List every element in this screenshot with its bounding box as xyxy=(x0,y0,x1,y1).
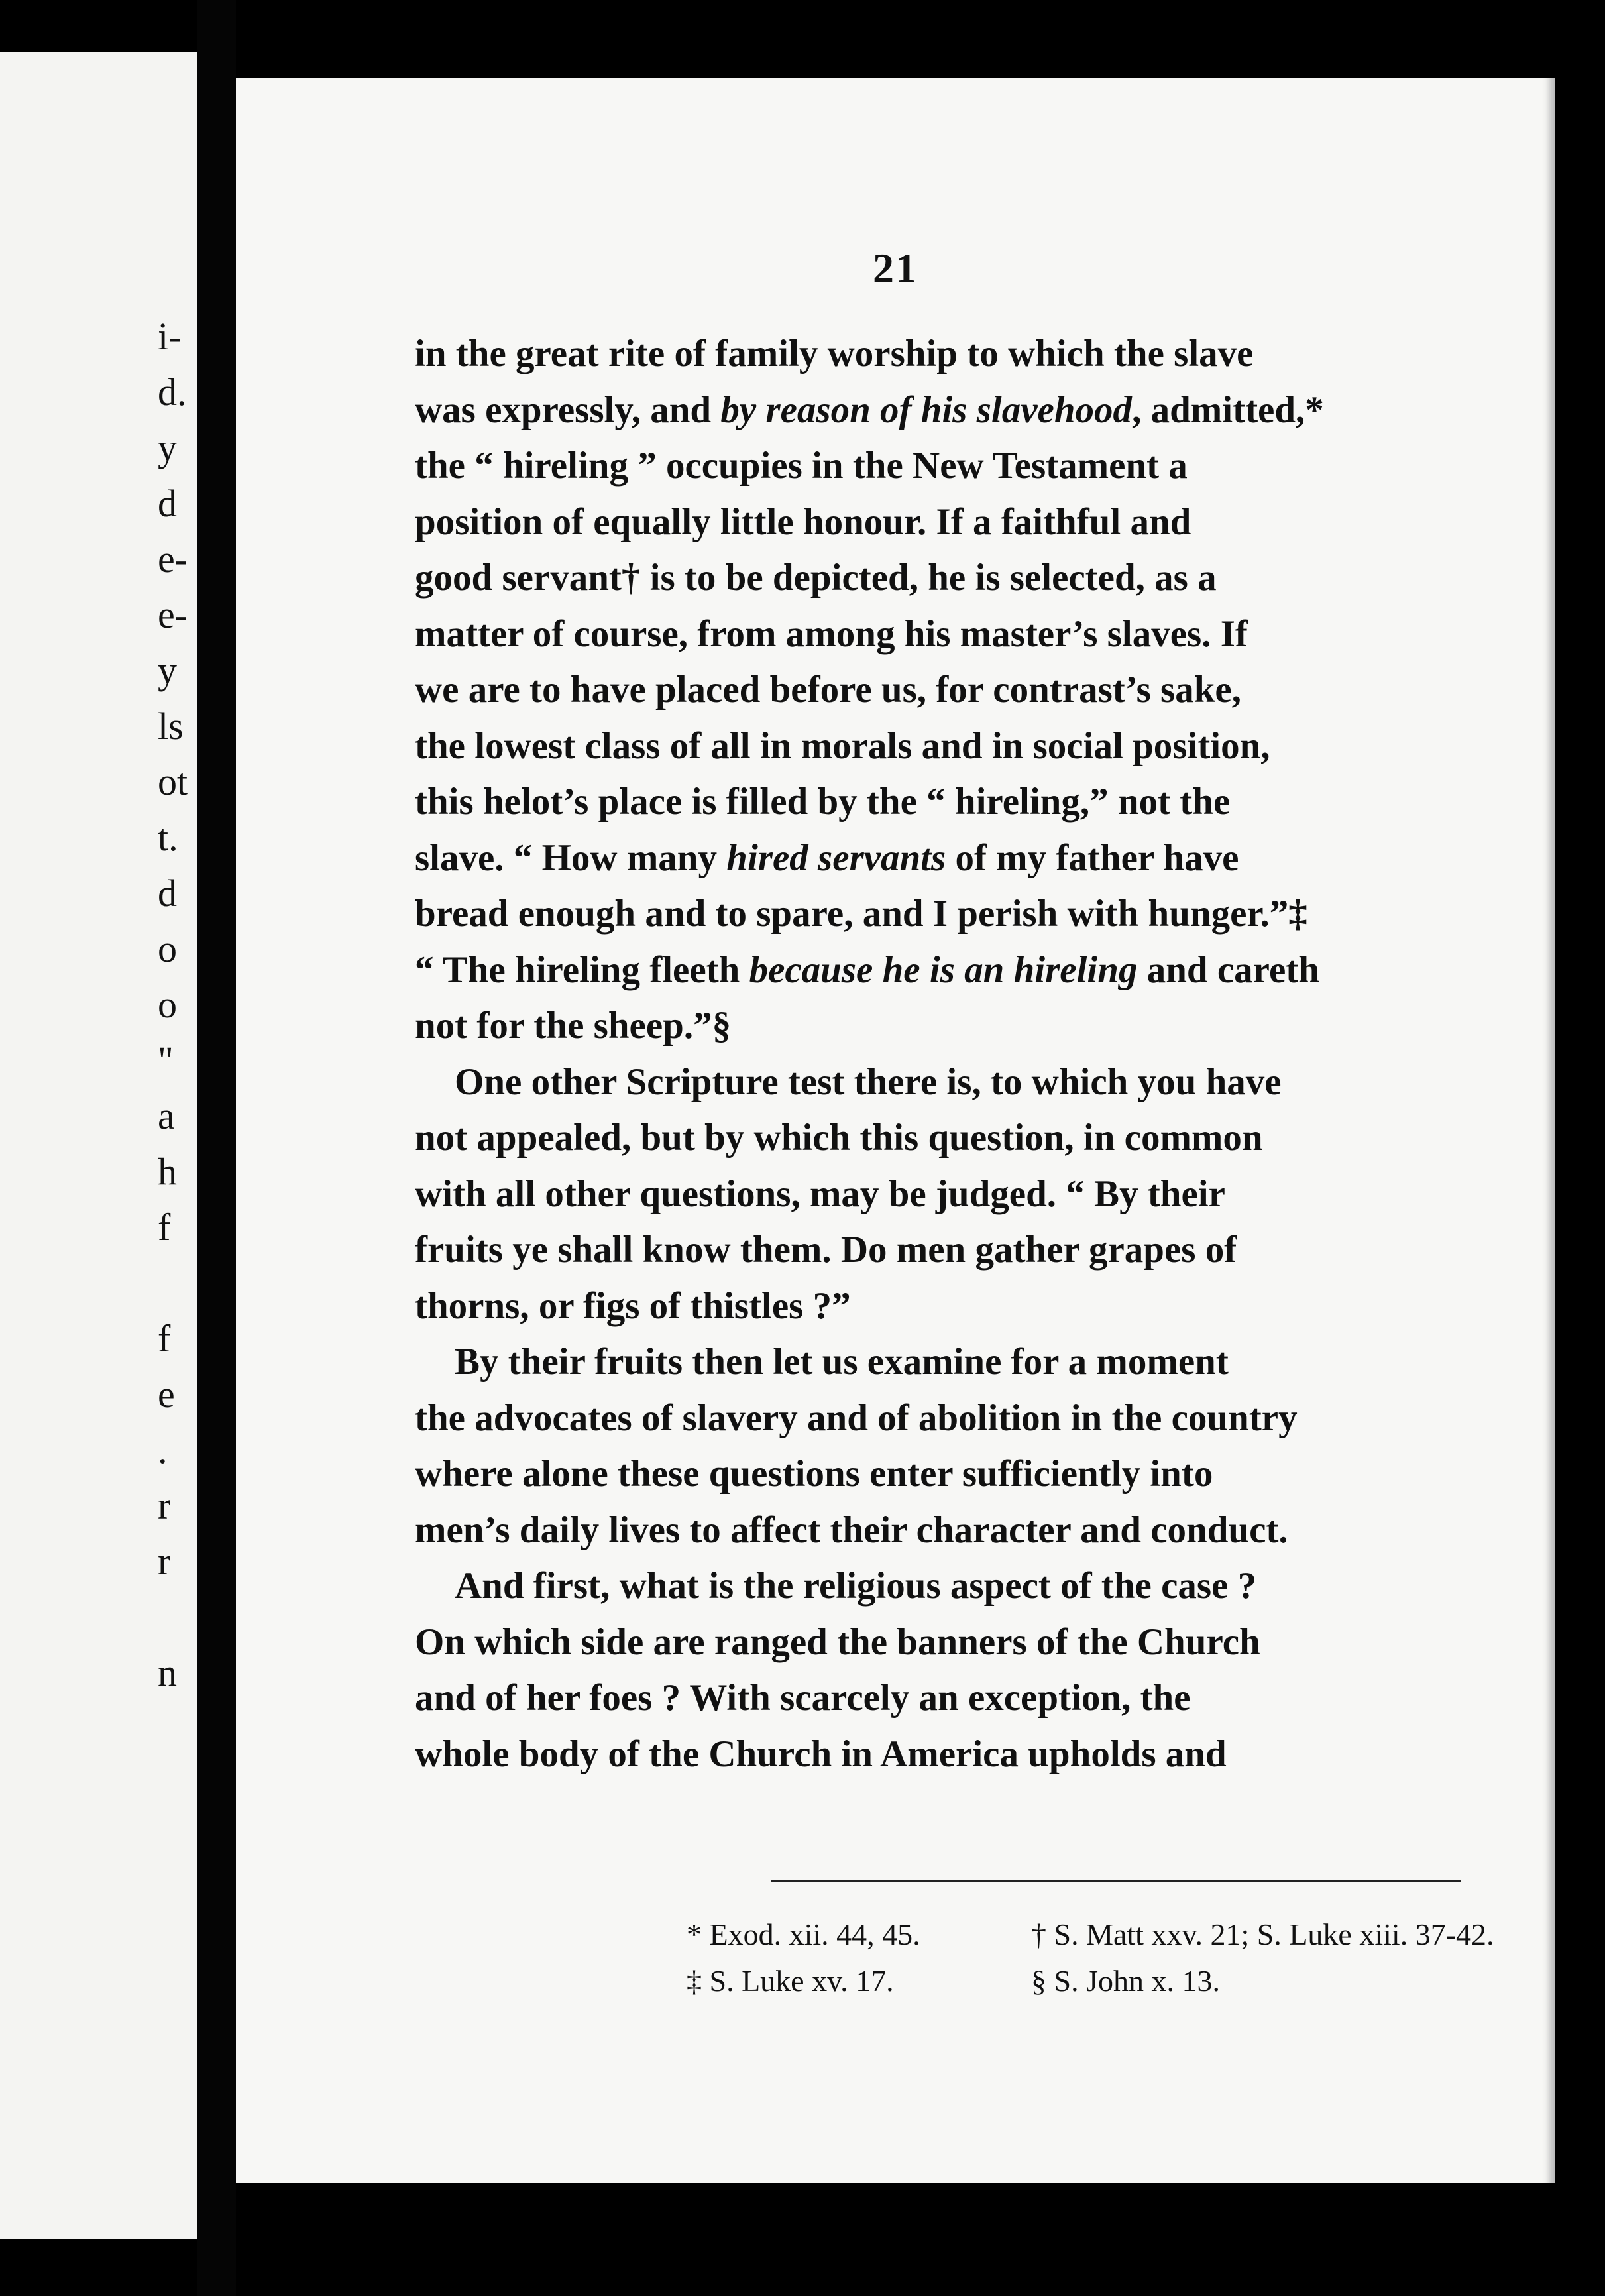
text-run: the “ hireling ” occupies in the New Testament a xyxy=(415,445,1188,487)
left-page-fragment: d. xyxy=(158,371,187,414)
text-line xyxy=(415,1391,1594,1447)
footnote: § S. John x. 13. xyxy=(1031,1964,1220,1998)
text-line xyxy=(415,1446,1594,1503)
text-line xyxy=(415,1055,1594,1111)
text-run: with all other questions, may be judged. “ By their xyxy=(415,1173,1225,1215)
left-page-fragment: f xyxy=(158,1206,171,1249)
text-run: matter of course, from among his master’s slaves. If xyxy=(415,612,1248,655)
left-page-fragment: r xyxy=(158,1484,171,1527)
text-run: we are to have placed before us, for contrast’s sake, xyxy=(415,669,1241,711)
left-page-fragment: t. xyxy=(158,816,178,859)
text-line xyxy=(415,886,1594,943)
text-line xyxy=(415,550,1594,606)
text-run: this helot’s place is filled by the “ hireling,” not the xyxy=(415,781,1231,823)
text-run: the advocates of slavery and of abolition in the country xyxy=(415,1397,1298,1439)
text-run: By their fruits then let us examine for a moment xyxy=(455,1341,1229,1383)
left-page-fragment: o xyxy=(158,983,177,1026)
footnote: * Exod. xii. 44, 45. xyxy=(687,1918,920,1951)
left-page-fragment: y xyxy=(158,649,177,692)
text-run: bread enough and to spare, and I perish with hunger.”‡ xyxy=(415,893,1307,935)
text-line xyxy=(415,718,1594,775)
text-line xyxy=(415,1615,1594,1671)
footnotes xyxy=(687,1912,1605,2004)
footnote-row xyxy=(687,1958,1605,2004)
text-run: One other Scripture test there is, to which you have xyxy=(455,1061,1282,1103)
italic-text-run: hired servants xyxy=(726,836,946,879)
left-facing-page xyxy=(0,52,197,2239)
text-run: slave. “ How many xyxy=(415,836,727,879)
text-run: good servant† is to be depicted, he is selected, as a xyxy=(415,557,1217,599)
text-line xyxy=(415,438,1594,494)
left-page-edge-text xyxy=(158,309,197,1701)
text-line xyxy=(415,943,1594,999)
text-line xyxy=(415,998,1594,1055)
text-line xyxy=(415,382,1594,439)
text-run: was expressly, and xyxy=(415,388,721,431)
text-line xyxy=(415,1222,1594,1279)
text-run: men’s daily lives to affect their character and conduct. xyxy=(415,1509,1288,1551)
body-text xyxy=(415,326,1594,1782)
text-line xyxy=(415,1503,1594,1559)
text-line xyxy=(415,1167,1594,1223)
left-page-fragment: e- xyxy=(158,538,188,581)
text-run: of my father have xyxy=(946,836,1239,879)
text-run: not for the sheep.”§ xyxy=(415,1005,732,1047)
footnote-row xyxy=(687,1912,1605,1958)
left-page-fragment: . xyxy=(158,1428,168,1471)
text-line xyxy=(415,1558,1594,1615)
italic-text-run: by reason of his slavehood xyxy=(720,388,1133,431)
text-line xyxy=(415,1279,1594,1335)
text-run: and of her foes ? With scarcely an exception, the xyxy=(415,1677,1191,1719)
left-page-fragment: n xyxy=(158,1651,177,1694)
left-page-fragment: r xyxy=(158,1540,171,1583)
page-number: 21 xyxy=(873,245,918,292)
text-line xyxy=(415,494,1594,551)
text-run: fruits ye shall know them. Do men gather grapes of xyxy=(415,1229,1237,1271)
footnote-divider xyxy=(771,1880,1461,1882)
text-line xyxy=(415,606,1594,663)
left-page-fragment xyxy=(158,1589,197,1645)
left-page-fragment: " xyxy=(158,1039,174,1082)
footnote: ‡ S. Luke xv. 17. xyxy=(687,1964,894,1998)
text-line xyxy=(415,1670,1594,1727)
italic-text-run: because he is an hireling xyxy=(749,948,1138,991)
footnote: † S. Matt xxv. 21; S. Luke xiii. 37-42. xyxy=(1031,1918,1494,1951)
left-page-fragment: e- xyxy=(158,593,188,636)
text-run: not appealed, but by which this question, in common xyxy=(415,1117,1263,1159)
left-page-fragment: ls xyxy=(158,705,184,748)
text-run: And first, what is the religious aspect of the case ? xyxy=(455,1565,1257,1607)
text-run: in the great rite of family worship to which the slave xyxy=(415,333,1254,374)
left-page-fragment: ot xyxy=(158,760,188,803)
text-line xyxy=(415,662,1594,718)
left-page-fragment xyxy=(158,1255,197,1311)
text-run: the lowest class of all in morals and in social position, xyxy=(415,724,1270,767)
left-page-fragment: d xyxy=(158,482,177,525)
text-line xyxy=(415,326,1594,382)
text-line xyxy=(415,1110,1594,1167)
text-line xyxy=(415,774,1594,831)
left-page-fragment: d xyxy=(158,872,177,915)
text-run: On which side are ranged the banners of the Church xyxy=(415,1621,1260,1663)
text-run: “ The hireling fleeth xyxy=(415,948,749,991)
left-page-fragment: h xyxy=(158,1150,177,1193)
book-gutter xyxy=(197,0,236,2296)
text-run: , admitted,* xyxy=(1132,388,1324,431)
text-line xyxy=(415,1727,1594,1783)
left-page-fragment: y xyxy=(158,426,177,469)
text-run: where alone these questions enter sufficiently into xyxy=(415,1453,1213,1495)
left-page-fragment: e xyxy=(158,1373,175,1416)
text-run: and careth xyxy=(1137,948,1319,991)
left-page-fragment: f xyxy=(158,1317,171,1360)
text-run: position of equally little honour. If a faithful and xyxy=(415,500,1191,543)
book-page xyxy=(236,78,1555,2183)
left-page-fragment: i- xyxy=(158,315,182,358)
text-line xyxy=(415,831,1594,887)
text-run: thorns, or figs of thistles ?” xyxy=(415,1285,851,1327)
text-line xyxy=(415,1334,1594,1391)
left-page-fragment: o xyxy=(158,927,177,970)
left-page-fragment: a xyxy=(158,1094,175,1137)
text-run: whole body of the Church in America upholds and xyxy=(415,1733,1227,1775)
scan-border xyxy=(1555,0,1605,2296)
